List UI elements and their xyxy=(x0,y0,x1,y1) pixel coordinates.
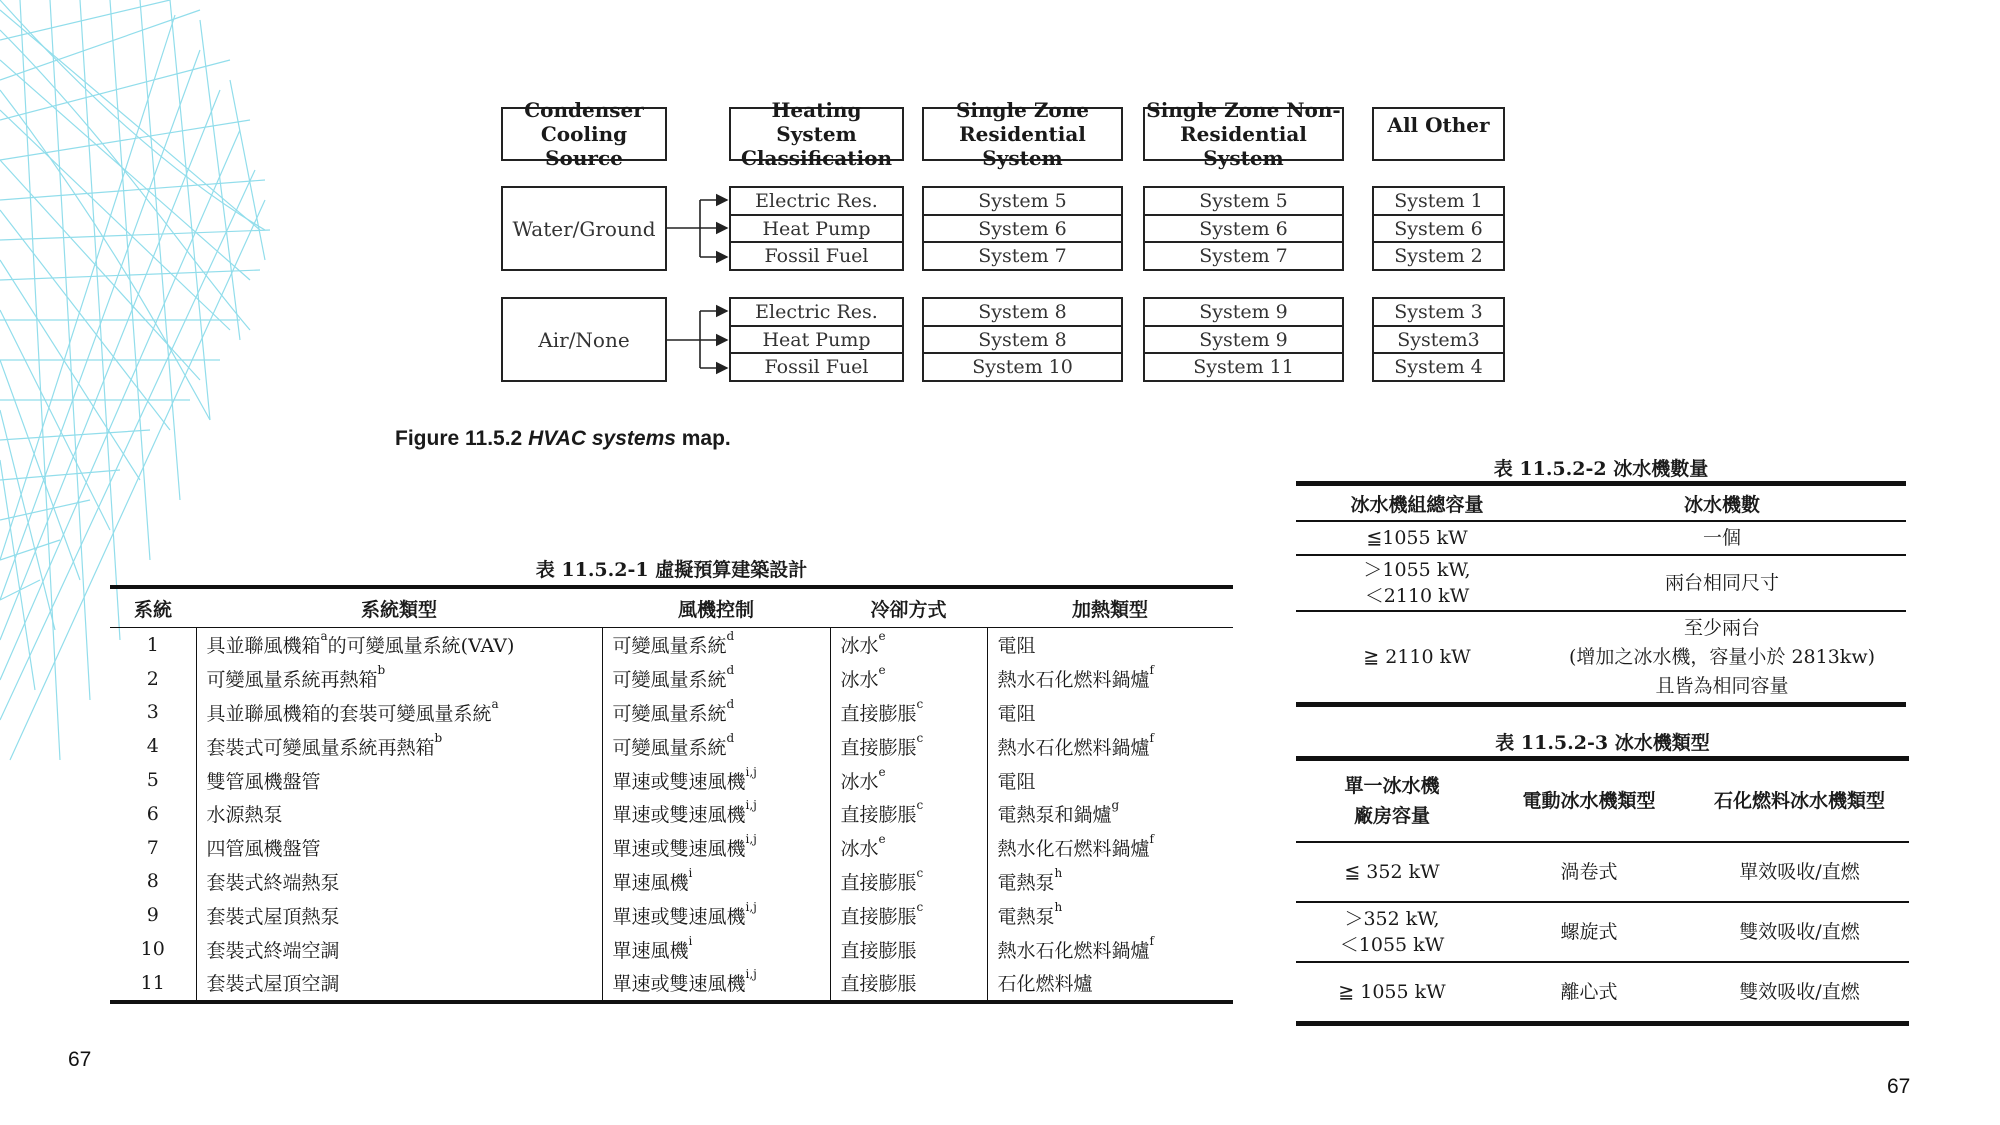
air-heating-electric: Electric Res. xyxy=(731,299,902,327)
table-row xyxy=(110,932,1233,966)
system-number-cell-text: 3 xyxy=(146,701,159,724)
cooling-cell-text: 冰水 xyxy=(840,669,879,692)
system-type-cell xyxy=(196,662,602,696)
system-type-cell xyxy=(196,898,602,932)
footnote-marker: f xyxy=(1149,933,1154,948)
cooling-cell xyxy=(830,729,987,763)
table-row xyxy=(1296,902,1909,962)
water-heating-fossil: Fossil Fuel xyxy=(764,245,869,268)
system-type-cell-text: 套裝式終端熱泵 xyxy=(206,871,340,894)
cooling-cell-text: 直接膨脹 xyxy=(840,702,917,725)
footnote-marker: b xyxy=(377,663,386,678)
system-number-cell xyxy=(110,729,196,763)
system-number-cell-text: 9 xyxy=(146,904,159,927)
air-all-other-3: System 4 xyxy=(1394,356,1483,379)
water-all-other-1: System 1 xyxy=(1374,188,1503,216)
fan-control-cell-text: 可變風量系統 xyxy=(612,736,727,759)
capacity-cell: ≧ 1055 kW xyxy=(1338,981,1446,1003)
caption-suffix: map. xyxy=(675,427,731,450)
heating-cell xyxy=(987,696,1233,730)
air-single-res-1: System 8 xyxy=(924,299,1121,327)
footnote-marker: f xyxy=(1149,832,1154,847)
caption-prefix: Figure 11.5.2 xyxy=(395,427,529,450)
table-row xyxy=(1296,842,1909,902)
air-single-nonres-3: System 11 xyxy=(1193,356,1294,379)
water-heating-electric: Electric Res. xyxy=(731,188,902,216)
system-number-cell xyxy=(110,763,196,797)
system-type-cell-text: 套裝式屋頂熱泵 xyxy=(206,905,340,928)
fan-control-cell-text: 可變風量系統 xyxy=(612,669,727,692)
page-number-left: 67 xyxy=(68,1048,92,1071)
fan-control-cell xyxy=(602,932,830,966)
footnote-marker: i xyxy=(688,933,693,948)
fan-control-cell-text: 單速或雙速風機 xyxy=(612,804,746,827)
heating-cell xyxy=(987,831,1233,865)
footnote-marker: d xyxy=(726,696,735,711)
system-number-cell-text: 11 xyxy=(140,971,165,994)
table-row xyxy=(110,729,1233,763)
system-type-cell-text: 套裝式終端空調 xyxy=(206,939,340,962)
footnote-marker: f xyxy=(1149,663,1154,678)
footnote-marker: d xyxy=(726,663,735,678)
system-number-cell-text: 2 xyxy=(146,667,159,690)
system-number-cell xyxy=(110,662,196,696)
fan-control-cell-text: 可變風量系統 xyxy=(612,635,727,658)
air-all-other-group xyxy=(1372,297,1505,382)
fan-control-cell xyxy=(602,763,830,797)
heating-cell-text: 熱水石化燃料鍋爐 xyxy=(997,736,1150,759)
footnote-marker: i,j xyxy=(745,832,757,847)
electric-cell: 螺旋式 xyxy=(1488,902,1690,962)
table-row xyxy=(110,831,1233,865)
system-type-cell-text: 的可變風量系統(VAV) xyxy=(327,635,515,658)
capacity-cell: ＞1055 kW, ＜2110 kW xyxy=(1296,555,1538,611)
table-row xyxy=(110,797,1233,831)
count-cell: 兩台相同尺寸 xyxy=(1538,555,1906,611)
table1-title: 表 11.5.2-1 虛擬預算建築設計 xyxy=(535,559,808,581)
col-heating: 加熱類型 xyxy=(987,587,1233,628)
fan-control-cell-text: 單速或雙速風機 xyxy=(612,838,746,861)
air-single-nonres-2: System 9 xyxy=(1145,327,1342,355)
heating-cell xyxy=(987,763,1233,797)
cooling-cell-text: 冰水 xyxy=(840,838,879,861)
heating-cell-text: 電阻 xyxy=(997,702,1036,725)
heating-cell-text: 熱水石化燃料鍋爐 xyxy=(997,669,1150,692)
heating-cell-text: 石化燃料爐 xyxy=(997,973,1093,996)
heating-cell xyxy=(987,797,1233,831)
footnote-marker: h xyxy=(1054,899,1063,914)
air-heating-group xyxy=(729,297,904,382)
system-type-cell-text: 套裝式可變風量系統再熱箱 xyxy=(206,736,435,759)
caption-italic: HVAC systems xyxy=(528,427,676,450)
footnote-marker: c xyxy=(916,865,924,880)
system-number-cell-text: 8 xyxy=(146,870,159,893)
footnote-marker: c xyxy=(916,730,924,745)
heating-cell xyxy=(987,932,1233,966)
table-row xyxy=(110,696,1233,730)
footnote-marker: i,j xyxy=(745,798,757,813)
heating-cell-text: 電阻 xyxy=(997,770,1036,793)
water-all-other-2: System 6 xyxy=(1374,216,1503,244)
system-type-cell xyxy=(196,831,602,865)
system-number-cell-text: 4 xyxy=(146,735,159,758)
chiller-type-table xyxy=(1296,756,1909,1026)
footnote-marker: i,j xyxy=(745,899,757,914)
count-cell: 至少兩台 (增加之冰水機，容量小於 2813kw) 且皆為相同容量 xyxy=(1569,616,1875,697)
heating-cell xyxy=(987,898,1233,932)
fan-control-cell xyxy=(602,898,830,932)
figure-caption xyxy=(395,427,731,451)
fuel-cell: 雙效吸收/直燃 xyxy=(1739,981,1860,1003)
fuel-cell: 單效吸收/直燃 xyxy=(1690,842,1909,902)
system-number-cell xyxy=(110,797,196,831)
system-number-cell xyxy=(110,865,196,899)
fan-control-cell-text: 單速或雙速風機 xyxy=(612,770,746,793)
cooling-cell-text: 直接膨脹 xyxy=(840,736,917,759)
system-type-cell xyxy=(196,729,602,763)
fan-control-cell xyxy=(602,696,830,730)
cooling-cell xyxy=(830,966,987,1002)
count-cell: 一個 xyxy=(1538,521,1906,555)
heating-cell-text: 熱水石化燃料鍋爐 xyxy=(997,939,1150,962)
air-single-nonres-1: System 9 xyxy=(1145,299,1342,327)
cooling-cell-text: 冰水 xyxy=(840,770,879,793)
fan-control-cell xyxy=(602,797,830,831)
fan-control-cell-text: 單速風機 xyxy=(612,939,689,962)
footnote-marker: c xyxy=(916,798,924,813)
heating-cell-text: 電熱泵和鍋爐 xyxy=(997,804,1112,827)
system-type-cell xyxy=(196,865,602,899)
header-condenser: Condenser Cooling Source xyxy=(501,107,667,161)
capacity-cell: ＞352 kW, ＜1055 kW xyxy=(1296,902,1488,962)
system-number-cell-text: 1 xyxy=(146,633,159,656)
cooling-cell-text: 冰水 xyxy=(840,635,879,658)
air-heating-heat-pump: Heat Pump xyxy=(731,327,902,355)
fan-control-cell xyxy=(602,865,830,899)
cooling-cell-text: 直接膨脹 xyxy=(840,939,917,962)
heating-cell-text: 熱水化石燃料鍋爐 xyxy=(997,838,1150,861)
cooling-cell-text: 直接膨脹 xyxy=(840,804,917,827)
footnote-marker: i,j xyxy=(745,967,757,982)
fan-control-cell-text: 可變風量系統 xyxy=(612,702,727,725)
footnote-marker: e xyxy=(878,764,886,779)
footnote-marker: c xyxy=(916,899,924,914)
header-all-other: All Other xyxy=(1372,107,1505,161)
col-fan-control: 風機控制 xyxy=(602,587,830,628)
system-type-cell-text: 套裝式屋頂空調 xyxy=(206,973,340,996)
electric-cell: 渦卷式 xyxy=(1488,842,1690,902)
chiller-count-table xyxy=(1296,481,1906,707)
heating-cell xyxy=(987,966,1233,1002)
footnote-marker: e xyxy=(878,663,886,678)
table-row xyxy=(1296,521,1906,555)
system-number-cell-text: 5 xyxy=(146,769,159,792)
system-type-cell xyxy=(196,696,602,730)
footnote-marker: h xyxy=(1054,865,1063,880)
cooling-cell-text: 直接膨脹 xyxy=(840,973,917,996)
system-number-cell xyxy=(110,696,196,730)
capacity-cell: ≦1055 kW xyxy=(1296,521,1538,555)
source-water-ground: Water/Ground xyxy=(501,186,667,271)
system-number-cell xyxy=(110,966,196,1002)
header-heating-classification: Heating System Classification xyxy=(729,107,904,161)
footnote-marker: a xyxy=(491,696,499,711)
air-all-other-2: System3 xyxy=(1374,327,1503,355)
system-type-cell-text: 具並聯風機箱的套裝可變風量系統 xyxy=(206,702,492,725)
fan-control-cell-text: 單速風機 xyxy=(612,871,689,894)
footnote-marker: a xyxy=(320,629,328,644)
air-all-other-1: System 3 xyxy=(1374,299,1503,327)
cooling-cell xyxy=(830,831,987,865)
fan-control-cell xyxy=(602,966,830,1002)
system-table xyxy=(110,585,1233,1004)
cooling-cell xyxy=(830,662,987,696)
col-electric-type: 電動冰水機類型 xyxy=(1488,759,1690,843)
col-cooling: 冷卻方式 xyxy=(830,587,987,628)
footnote-marker: f xyxy=(1149,730,1154,745)
system-number-cell xyxy=(110,932,196,966)
fan-control-cell-text: 單速或雙速風機 xyxy=(612,973,746,996)
cooling-cell xyxy=(830,865,987,899)
water-single-nonres-2: System 6 xyxy=(1145,216,1342,244)
page-number-right: 67 xyxy=(1887,1075,1911,1098)
footnote-marker: d xyxy=(726,730,735,745)
system-number-cell-text: 6 xyxy=(146,802,159,825)
cooling-cell xyxy=(830,932,987,966)
water-single-nonres-1: System 5 xyxy=(1145,188,1342,216)
system-type-cell-text: 雙管風機盤管 xyxy=(206,770,321,793)
water-single-res-3: System 7 xyxy=(978,245,1067,268)
system-number-cell-text: 7 xyxy=(146,836,159,859)
footnote-marker: c xyxy=(916,696,924,711)
water-single-nonres-3: System 7 xyxy=(1199,245,1288,268)
system-type-cell-text: 可變風量系統再熱箱 xyxy=(206,669,378,692)
heating-cell-text: 電熱泵 xyxy=(997,905,1055,928)
fuel-cell: 雙效吸收/直燃 xyxy=(1690,902,1909,962)
col-plant-capacity: 單一冰水機 廠房容量 xyxy=(1296,759,1488,843)
table-header-row xyxy=(1296,484,1906,522)
cooling-cell xyxy=(830,763,987,797)
water-single-nonres-group xyxy=(1143,186,1344,271)
cooling-cell xyxy=(830,696,987,730)
table-row xyxy=(110,898,1233,932)
cooling-cell-text: 直接膨脹 xyxy=(840,905,917,928)
col-fuel-type: 石化燃料冰水機類型 xyxy=(1690,759,1909,843)
capacity-cell: ≦ 352 kW xyxy=(1296,842,1488,902)
table-row xyxy=(1296,962,1909,1024)
air-single-res-group xyxy=(922,297,1123,382)
header-single-zone-nonresidential: Single Zone Non- Residential System xyxy=(1143,107,1344,161)
system-type-cell xyxy=(196,763,602,797)
fan-control-cell xyxy=(602,729,830,763)
footnote-marker: e xyxy=(878,629,886,644)
cooling-cell xyxy=(830,797,987,831)
heating-cell xyxy=(987,729,1233,763)
system-type-cell-text: 四管風機盤管 xyxy=(206,838,321,861)
air-single-nonres-group xyxy=(1143,297,1344,382)
water-all-other-3: System 2 xyxy=(1394,245,1483,268)
table-header-row xyxy=(110,587,1233,628)
air-single-res-3: System 10 xyxy=(972,356,1073,379)
col-total-capacity: 冰水機組總容量 xyxy=(1296,484,1538,522)
capacity-cell: ≧ 2110 kW xyxy=(1363,646,1471,668)
water-heating-group xyxy=(729,186,904,271)
col-chiller-count: 冰水機數 xyxy=(1538,484,1906,522)
col-system-type: 系統類型 xyxy=(196,587,602,628)
footnote-marker: g xyxy=(1111,798,1120,813)
table-row xyxy=(110,763,1233,797)
fan-control-cell xyxy=(602,628,830,662)
cooling-cell xyxy=(830,898,987,932)
heating-cell-text: 電阻 xyxy=(997,635,1036,658)
air-single-res-2: System 8 xyxy=(924,327,1121,355)
system-number-cell xyxy=(110,628,196,662)
table-header-row xyxy=(1296,759,1909,843)
heating-cell xyxy=(987,865,1233,899)
system-type-cell-text: 具並聯風機箱 xyxy=(206,635,321,658)
cooling-cell xyxy=(830,628,987,662)
water-single-res-1: System 5 xyxy=(924,188,1121,216)
footnote-marker: i xyxy=(688,865,693,880)
table2-title: 表 11.5.2-2 冰水機數量 xyxy=(1493,458,1709,480)
cooling-cell-text: 直接膨脹 xyxy=(840,871,917,894)
system-type-cell-text: 水源熱泵 xyxy=(206,804,283,827)
footnote-marker: b xyxy=(434,730,443,745)
heating-cell xyxy=(987,628,1233,662)
table-row xyxy=(110,865,1233,899)
system-type-cell xyxy=(196,966,602,1002)
header-single-zone-residential: Single Zone Residential System xyxy=(922,107,1123,161)
water-all-other-group xyxy=(1372,186,1505,271)
table-row xyxy=(110,628,1233,662)
electric-cell: 離心式 xyxy=(1560,981,1618,1003)
heating-cell xyxy=(987,662,1233,696)
col-system: 系統 xyxy=(110,587,196,628)
table3-title: 表 11.5.2-3 冰水機類型 xyxy=(1495,732,1710,754)
source-air-none: Air/None xyxy=(501,297,667,382)
system-type-cell xyxy=(196,628,602,662)
water-single-res-2: System 6 xyxy=(924,216,1121,244)
fan-control-cell xyxy=(602,831,830,865)
table-row xyxy=(1296,611,1906,705)
fan-control-cell xyxy=(602,662,830,696)
footnote-marker: i,j xyxy=(745,764,757,779)
fan-control-cell-text: 單速或雙速風機 xyxy=(612,905,746,928)
water-heating-heat-pump: Heat Pump xyxy=(731,216,902,244)
system-number-cell-text: 10 xyxy=(140,938,165,961)
water-single-res-group xyxy=(922,186,1123,271)
footnote-marker: d xyxy=(726,629,735,644)
system-number-cell xyxy=(110,898,196,932)
system-type-cell xyxy=(196,797,602,831)
system-number-cell xyxy=(110,831,196,865)
footnote-marker: e xyxy=(878,832,886,847)
table-row xyxy=(110,966,1233,1002)
table-row xyxy=(1296,555,1906,611)
heating-cell-text: 電熱泵 xyxy=(997,871,1055,894)
air-heating-fossil: Fossil Fuel xyxy=(764,356,869,379)
table-row xyxy=(110,662,1233,696)
system-type-cell xyxy=(196,932,602,966)
